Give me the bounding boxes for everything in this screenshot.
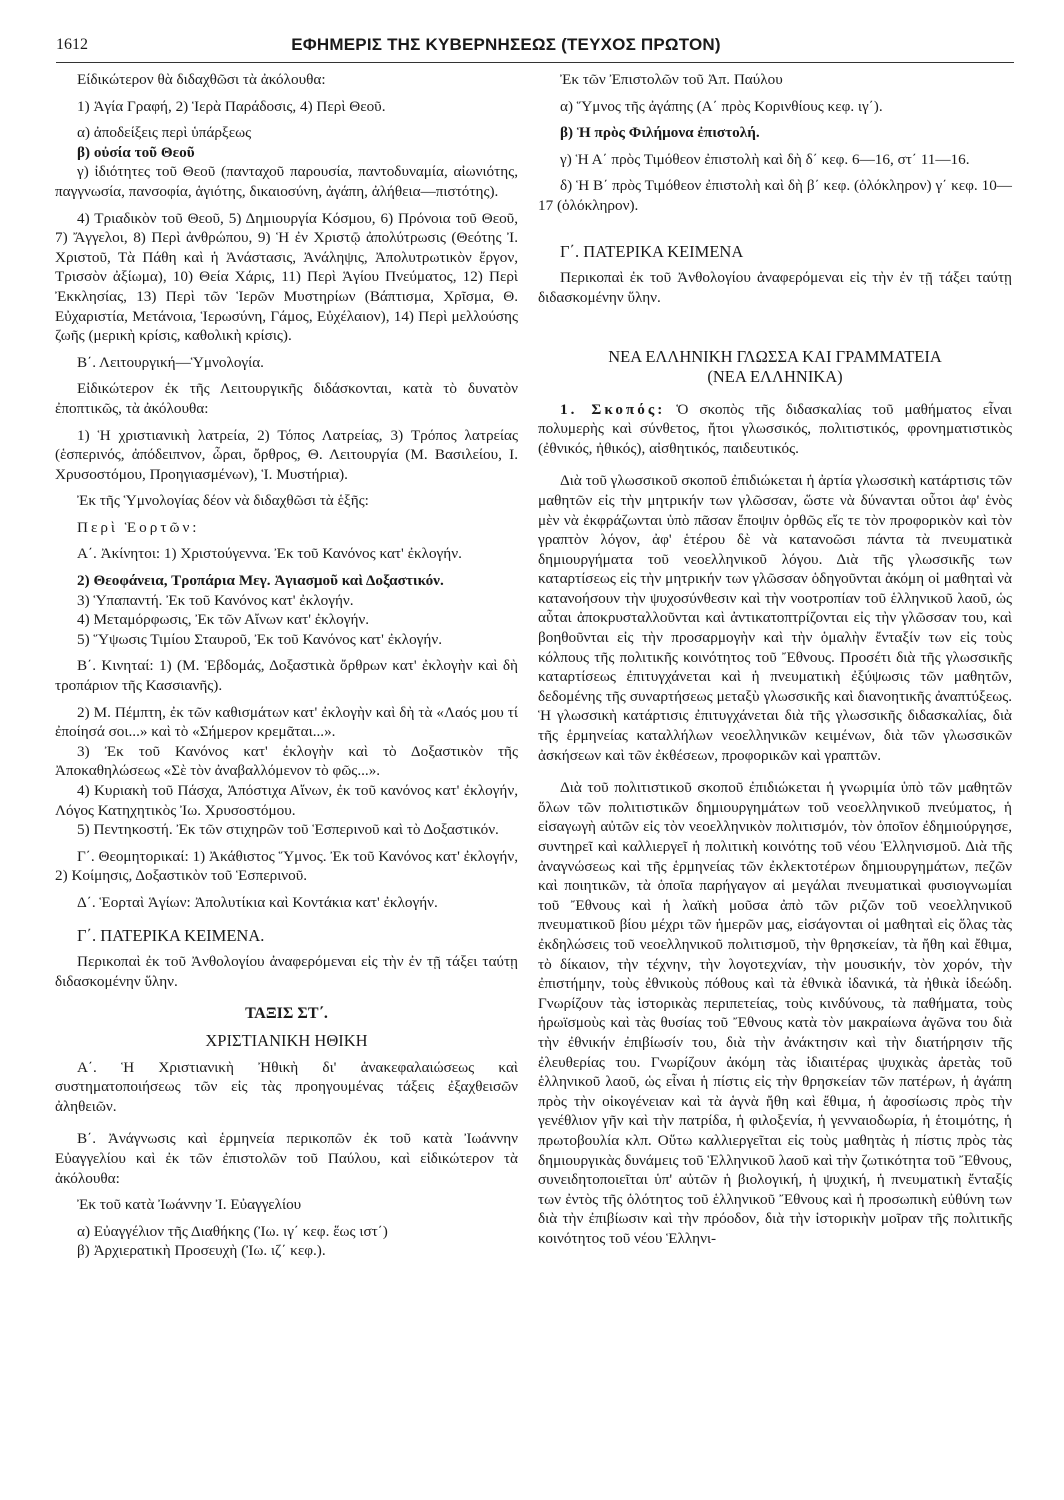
- paragraph: Β΄. Λειτουργική—Ὑμνολογία.: [77, 353, 264, 371]
- paragraph: 1) Ἁγία Γραφή, 2) Ἱερὰ Παράδοσις, 4) Περὶ Θεοῦ.: [77, 97, 386, 115]
- header-rule: [56, 62, 1014, 63]
- paragraph-label: 1. Σκοπός:: [560, 400, 666, 418]
- paragraph: 5) Ὕψωσις Τιμίου Σταυροῦ, Ἐκ τοῦ Κανόνος κατ' ἐκλογήν.: [77, 630, 442, 648]
- subheading: Περὶ Ἑορτῶν:: [77, 518, 200, 536]
- right-column: [538, 70, 1012, 1248]
- paragraph: Ἐκ τοῦ κατὰ Ἰωάννην Ἰ. Εὐαγγελίου: [77, 1196, 302, 1214]
- paragraph: Ἐκ τῆς Ὑμνολογίας δέον νὰ διδαχθῶσι τὰ ἑξῆς:: [77, 492, 369, 510]
- paragraph: Β΄. Κινηταί: 1) (Μ. Ἑβδομάς, Δοξαστικὰ ὄρθρων κατ' ἐκλογὴν καὶ δὴ τροπάριον τῆς Κασσιανῆς).: [55, 657, 518, 695]
- subject-heading: ΧΡΙΣΤΙΑΝΙΚΗ ΗΘΙΚΗ: [205, 1030, 368, 1050]
- subject-heading: ΝΕΑ ΕΛΛΗΝΙΚΗ ΓΛΩΣΣΑ ΚΑΙ ΓΡΑΜΜΑΤΕΙΑ: [608, 347, 942, 367]
- left-column: [55, 70, 518, 1261]
- paragraph: Περικοπαὶ ἐκ τοῦ Ἀνθολογίου ἀναφερόμεναι εἰς τὴν ἐν τῇ τάξει ταύτῃ διδασκομένην ὕλην.: [538, 269, 1012, 306]
- page-number: 1612: [56, 36, 88, 53]
- paragraph: Περικοπαὶ ἐκ τοῦ Ἀνθολογίου ἀναφερόμεναι εἰς τὴν ἐν τῇ τάξει ταύτῃ διδασκομένην ὕλην.: [55, 953, 518, 990]
- paragraph: Γ΄. Θεομητορικαί: 1) Ἀκάθιστος Ὕμνος. Ἐκ τοῦ Κανόνος κατ' ἐκλογήν, 2) Κοίμησις, Δοξαστικὸν τοῦ Ἑσπερινοῦ.: [55, 847, 518, 885]
- paragraph: γ) Ἡ Α΄ πρὸς Τιμόθεον ἐπιστολὴ καὶ δὴ δ΄ κεφ. 6—16, στ΄ 11—16.: [560, 150, 970, 168]
- section-heading: Γ΄. ΠΑΤΕΡΙΚΑ ΚΕΙΜΕΝΑ.: [77, 925, 265, 945]
- paragraph: 5) Πεντηκοστή. Ἐκ τῶν στιχηρῶν τοῦ Ἑσπερινοῦ καὶ τὸ Δοξαστικόν.: [77, 821, 499, 839]
- paragraph: [538, 400, 1012, 459]
- paragraph: Δ΄. Ἑορταὶ Ἁγίων: Ἀπολυτίκια καὶ Κοντάκια κατ' ἐκλογήν.: [77, 893, 438, 911]
- paragraph: 3) Ὑπαπαντή. Ἐκ τοῦ Κανόνος κατ' ἐκλογήν.: [77, 591, 354, 609]
- paragraph: 3) Ἐκ τοῦ Κανόνος κατ' ἐκλογὴν καὶ τὸ Δοξαστικὸν τῆς Ἀποκαθηλώσεως «Σὲ τὸν ἀναβαλλόμενον τὸ φῶς...».: [55, 742, 518, 780]
- page-header: [56, 34, 1016, 60]
- paragraph: α) Εὐαγγέλιον τῆς Διαθήκης (Ἰω. ιγ΄ κεφ. ἕως ιστ΄): [77, 1222, 388, 1240]
- paragraph: Α΄. Ἀκίνητοι: 1) Χριστούγεννα. Ἐκ τοῦ Κανόνος κατ' ἐκλογήν.: [77, 545, 462, 563]
- paragraph: 2) Μ. Πέμπτη, ἐκ τῶν καθισμάτων κατ' ἐκλογὴν καὶ δὴ τὰ «Λαός μου τί ἐποίησά σοι...» καὶ τὸ «Σήμερον κρεμᾶται...».: [55, 703, 518, 741]
- paragraph: Εἰδικώτερον ἐκ τῆς Λειτουργικῆς διδάσκονται, κατὰ τὸ δυνατὸν ἐποπτικῶς, τὰ ἀκόλουθα:: [55, 380, 518, 417]
- paragraph: Διὰ τοῦ πολιτιστικοῦ σκοποῦ ἐπιδιώκεται ἡ γνωριμία ὑπὸ τῶν μαθητῶν ὅλων τῶν πολιτιστικῶν δημιουργημάτων τοῦ νεοελληνικοῦ πνεύματος, ἡ εἰσαγωγὴ αὐτῶν εἰς τὸν νεοελληνικὸν πολιτισμόν, τὸν ὁποῖον ἐδημιούργησε, συντηρεῖ καὶ καλλιεργεῖ ἡ πολιτικὴ κοινότης τοῦ νέου Ἑλληνισμοῦ. Διὰ τῆς ἀναγνώσεως καὶ τῆς ἑρμηνείας τῶν ἐκλεκτοτέρων δημιουργημάτων, πεζῶν καὶ ποιητικῶν, τὰ ὁποῖα παρήγαγον αἱ μεγάλαι πνευματικαὶ φυσιογνωμίαι τοῦ Ἔθνους καὶ ἡ λαϊκὴ μοῦσα ἀπὸ τῶν ριζῶν τοῦ νεοελληνικοῦ πνευματικοῦ βίου μέχρι τῶν ἡμερῶν μας, εἰσάγονται οἱ μαθηταὶ εἰς ὅλας τὰς ἐκδηλώσεις τοῦ νεοελληνικοῦ πολιτισμοῦ, τὴν θρησκείαν, τὰ ἤθη καὶ ἔθιμα, τὸ δίκαιον, τὴν τέχνην, τὴν λογοτεχνίαν, τὴν μουσικήν, τὸν χορόν, τὴν ἐπιστήμην, τοὺς ἐθνικοὺς πόθους καὶ τὰ ἐθνικὰ ἰδανικά, τὰ ἠθικὰ ἰδεώδη. Γνωρίζουν τὰς ἱστορικὰς περιπετείας, τοὺς κινδύνους, τὰ παθήματα, τοὺς ἡρωϊσμοὺς καὶ τὰς θυσίας τοῦ Ἔθνους κατὰ τὸν μακραίωνα ἀγῶνα του διὰ τὴν ἐθνικήν ἐπιβίωσίν του, διὰ τὴν ἀνάκτησιν καὶ τὴν διατήρησιν τῆς ἐλευθερίας του. Γνωρίζουν ἀκόμη τὰς ἰδιαιτέρας ψυχικὰς ἀρετὰς τοῦ ἑλληνικοῦ λαοῦ, ὡς εἶναι ἡ πίστις εἰς τὴν θρησκείαν τῶν πατέρων, ἡ ἀγάπη πρὸς τὴν οἰκογένειαν καὶ τὰ ἁγνὰ ἤθη καὶ ἔθιμα, ἡ ἀφοσίωσις πρὸς τὴν γενέθλιον γῆν καὶ τὴν πατρίδα, ἡ φιλοξενία, ἡ γενναιοδωρία, ἡ ἑτοιμότης, ἡ πρωτοβουλία κλπ. Οὕτω καλλιεργεῖται εἰς τοὺς μαθητὰς ἡ πίστις πρὸς τὰς δημιουργικὰς δυνάμεις τοῦ Ἑλληνικοῦ λαοῦ καὶ τὴν ζωτικότητα τοῦ Ἔθνους, συνειδητοποιεῖται ὑπ' αὐτῶν ἡ βιολογική, ἡ ψυχική, ἡ πνευματικὴ ἔνταξίς των ἐντὸς τῆς ὁλότητος τοῦ ἑλληνικοῦ Ἔθνους καὶ ἡ προσωπικὴ εὐθύνη των διὰ τὴν ἐπιβίωσιν καὶ τὴν πρόοδον, διὰ τὴν ἱστορικὴν μοῖραν τῆς πολιτικῆς κοινότητος τοῦ νέου Ἑλληνι-: [538, 779, 1012, 1247]
- paragraph: 4) Μεταμόρφωσις, Ἐκ τῶν Αἴνων κατ' ἐκλογήν.: [77, 611, 370, 629]
- paragraph: δ) Ἡ Β΄ πρὸς Τιμόθεον ἐπιστολὴ καὶ δὴ β΄ κεφ. (ὁλόκληρον) γ΄ κεφ. 10—17 (ὁλόκληρον).: [538, 177, 1012, 214]
- paragraph: γ) ἰδιότητες τοῦ Θεοῦ (πανταχοῦ παρουσία, παντοδυναμία, αἰωνιότης, παγγνωσία, πανσοφία, ἁγιότης, δικαιοσύνη, ἀγάπη, ἀλήθεια—πιστότης).: [55, 163, 518, 200]
- paragraph: β) Ἡ πρὸς Φιλήμονα ἐπιστολή.: [560, 124, 760, 142]
- paragraph: Ἐκ τῶν Ἐπιστολῶν τοῦ Ἀπ. Παύλου: [560, 71, 783, 88]
- paragraph: β) Ἀρχιερατικὴ Προσευχὴ (Ἰω. ιζ΄ κεφ.).: [77, 1242, 326, 1260]
- paragraph: α) Ὕμνος τῆς ἀγάπης (Α΄ πρὸς Κορινθίους κεφ. ιγ΄).: [560, 97, 883, 115]
- paragraph: 4) Τριαδικὸν τοῦ Θεοῦ, 5) Δημιουργία Κόσμου, 6) Πρόνοια τοῦ Θεοῦ, 7) Ἄγγελοι, 8) Περὶ ἀνθρώπου, 9) Ἡ ἐν Χριστῷ ἀπολύτρωσις (Θεότης Ἰ. Χριστοῦ, Τὰ Πάθη καὶ ἡ Ἀνάστασις, Ἀνάληψις, Ἀπολυτρωτικὸν ἔργον, Τρισσὸν ἀξίωμα), 10) Θεία Χάρις, 11) Περὶ Ἁγίου Πνεύματος, 12) Περὶ Ἐκκλησίας, 13) Περὶ τῶν Ἱερῶν Μυστηρίων (Βάπτισμα, Χρῖσμα, Θ. Εὐχαριστία, Μετάνοια, Ἱερωσύνη, Γάμος, Εὐχέλαιον), 14) Περὶ μελλούσης ζωῆς (μερικὴ κρίσις, καθολικὴ κρίσις).: [55, 209, 518, 345]
- paragraph-text: Ὁ σκοπὸς τῆς διδασκαλίας τοῦ μαθήματος εἶναι πολυμερὴς καὶ σύνθετος, ἤτοι γλωσσικός, πολιτιστικός, φρονηματιστικὸς (ἐθνικός, ἠθικός), αἰσθητικός, παιδευτικός.: [538, 400, 1013, 457]
- paragraph: Β΄. Ἀνάγνωσις καὶ ἑρμηνεία περικοπῶν ἐκ τοῦ κατὰ Ἰωάννην Εὐαγγελίου καὶ ἐκ τῶν ἐπιστολῶν τοῦ Παύλου, καὶ εἰδικώτερον τὰ ἀκόλουθα:: [55, 1130, 518, 1187]
- paragraph: Διὰ τοῦ γλωσσικοῦ σκοποῦ ἐπιδιώκεται ἡ ἀρτία γλωσσικὴ κατάρτισις τῶν μαθητῶν εἰς τὴν μητρικήν των γλῶσσαν, ὥστε νὰ δύνανται οὗτοι ἀφ' ἑνὸς μὲν νὰ ἐκφράζωνται ὑπὸ πᾶσαν ἔποψιν ὀρθῶς εἴς τε τὸν προφορικὸν καὶ τὸν γραπτὸν λόγον, ἀφ' ἑτέρου δὲ νὰ κατανοῶσι πάντα τὰ πνευματικὰ δημιουργήματα τοῦ νεοελληνικοῦ λόγου. Διὰ τῆς γλωσσικῆς των καταρτίσεως εἰς τὴν μητρικήν των γλῶσσαν ὁδηγοῦνται ἀκόμη οἱ μαθηταὶ νὰ κατανοήσουν τὴν ψυχοσύνθεσιν καὶ τὴν νοοτροπίαν τοῦ ἑλληνικοῦ λαοῦ, ὡς αὗται ἀποκρυσταλλοῦνται καὶ ἀντικατοπτρίζονται εἰς τὴν γλῶσσαν του, καὶ βοηθοῦνται εἰς τὴν προσαρμογὴν καὶ τὴν ὁμαλὴν ἔνταξίν των εἰς τοὺς κόλπους τῆς πολιτικῆς κοινότητος τοῦ Ἔθνους. Προσέτι διὰ τῆς γλωσσικῆς καταρτίσεως ἐπιτυγχάνεται καὶ ἡ πνευματικὴ ἐξύψωσις τῶν μαθητῶν, δεδομένης τῆς συναρτήσεως μεταξὺ γλωσσικῆς καὶ διανοητικῆς ἀναπτύξεως. Ἡ γλωσσικὴ κατάρτισις ἐπιτυγχάνεται διὰ τῆς γλωσσικῆς διδασκαλίας, διὰ τῆς ἑρμηνείας καταλλήλων νεοελληνικῶν κειμένων, διὰ τῶν γλωσσικῶν ἀσκήσεων καὶ τῶν ἐκθέσεων, προφορικῶν καὶ γραπτῶν.: [538, 472, 1012, 764]
- paragraph: Α΄. Ἡ Χριστιανικὴ Ἠθικὴ δι' ἀνακεφαλαιώσεως καὶ συστηματοποιήσεως τῶν εἰς τὰς προηγουμένας τάξεις ἐξαχθεισῶν ἀληθειῶν.: [55, 1058, 518, 1115]
- class-heading: ΤΑΞΙΣ ΣΤ΄.: [245, 1005, 328, 1023]
- paragraph: β) οὐσία τοῦ Θεοῦ: [77, 143, 195, 161]
- paragraph: 1) Ἡ χριστιανικὴ λατρεία, 2) Τόπος Λατρείας, 3) Τρόπος λατρείας (ἑσπερινός, ἀπόδειπνον, ὧραι, ὄρθρος, Θ. Λειτουργία (Μ. Βασιλείου, Ι. Χρυσοστόμου, Προηγιασμένων), Ἱ. Μυστήρια).: [55, 426, 518, 483]
- subject-subheading: (ΝΕΑ ΕΛΛΗΝΙΚΑ): [707, 366, 843, 386]
- paragraph: Είδικώτερον θὰ διδαχθῶσι τὰ ἀκόλουθα:: [77, 71, 326, 88]
- paragraph: α) ἀποδείξεις περὶ ὑπάρξεως: [77, 124, 252, 142]
- gazette-title: ΕΦΗΜΕΡΙΣ ΤΗΣ ΚΥΒΕΡΝΗΣΕΩΣ (ΤΕΥΧΟΣ ΠΡΩΤΟΝ): [291, 35, 721, 54]
- paragraph: 4) Κυριακὴ τοῦ Πάσχα, Ἀπόστιχα Αἴνων, ἐκ τοῦ κανόνος κατ' ἐκλογήν, Λόγος Κατηχητικὸς Ἰω. Χρυσοστόμου.: [55, 782, 518, 819]
- section-heading: Γ΄. ΠΑΤΕΡΙΚΑ ΚΕΙΜΕΝΑ: [560, 241, 744, 261]
- paragraph: 2) Θεοφάνεια, Τροπάρια Μεγ. Ἁγιασμοῦ καὶ Δοξαστικόν.: [77, 572, 444, 590]
